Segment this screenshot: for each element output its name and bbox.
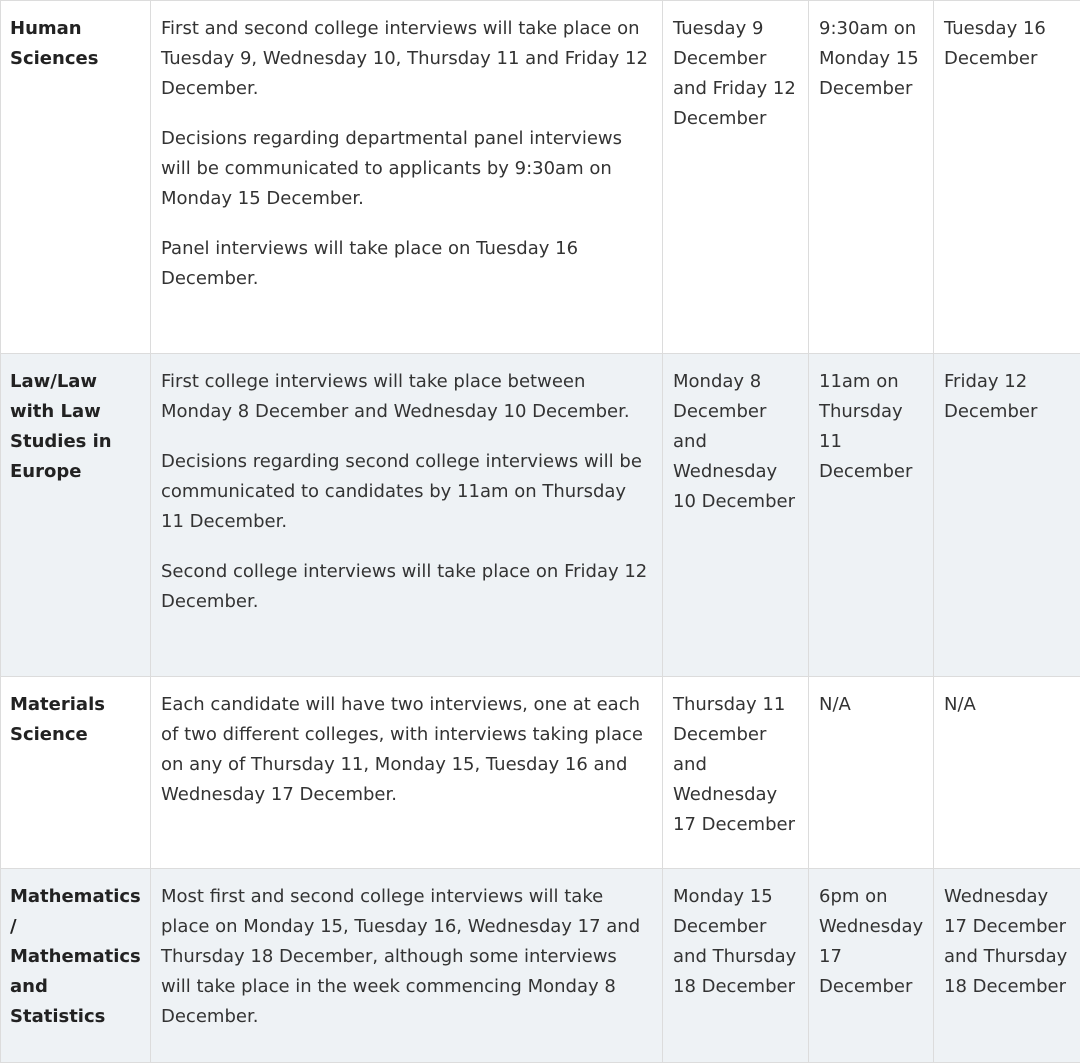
second-interviews-cell: Tuesday 16 December [934,1,1080,354]
details-cell [151,677,663,869]
table-row [1,869,1080,1063]
table-row [1,354,1080,677]
table-row [1,677,1080,869]
details-paragraph: Most first and second college interviews will take place on Monday 15, Tuesday 16, Wednesday 17 and Thursday 18 December, although some interviews will take place in the week commencing Monday 8 December. [161,882,648,1032]
first-interviews-cell: Tuesday 9 December and Friday 12 December [663,1,809,354]
subject-cell: Mathematics / Mathematics and Statistics [1,869,151,1063]
first-interviews-cell: Monday 15 December and Thursday 18 December [663,869,809,1063]
details-paragraph: First and second college interviews will take place on Tuesday 9, Wednesday 10, Thursday 11 and Friday 12 December. [161,14,648,104]
first-interviews-cell: Thursday 11 December and Wednesday 17 December [663,677,809,869]
details-paragraph: First college interviews will take place between Monday 8 December and Wednesday 10 December. [161,367,648,427]
details-cell [151,354,663,677]
second-interviews-cell: Wednesday 17 December and Thursday 18 December [934,869,1080,1063]
decision-time-cell: 11am on Thursday 11 December [809,354,934,677]
decision-time-cell: 9:30am on Monday 15 December [809,1,934,354]
decision-time-cell: N/A [809,677,934,869]
subject-cell: Human Sciences [1,1,151,354]
details-cell [151,869,663,1063]
table-row [1,1,1080,354]
subject-cell: Law/Law with Law Studies in Europe [1,354,151,677]
details-paragraph: Decisions regarding departmental panel interviews will be communicated to applicants by 9:30am on Monday 15 December. [161,124,648,214]
decision-time-cell: 6pm on Wednesday 17 December [809,869,934,1063]
details-cell [151,1,663,354]
first-interviews-cell: Monday 8 December and Wednesday 10 December [663,354,809,677]
second-interviews-cell: Friday 12 December [934,354,1080,677]
subject-cell: Materials Science [1,677,151,869]
details-paragraph: Each candidate will have two interviews, one at each of two different colleges, with interviews taking place on any of Thursday 11, Monday 15, Tuesday 16 and Wednesday 17 December. [161,690,648,810]
details-paragraph: Decisions regarding second college interviews will be communicated to candidates by 11am on Thursday 11 December. [161,447,648,537]
details-paragraph: Panel interviews will take place on Tuesday 16 December. [161,234,648,294]
details-paragraph: Second college interviews will take place on Friday 12 December. [161,557,648,617]
second-interviews-cell: N/A [934,677,1080,869]
